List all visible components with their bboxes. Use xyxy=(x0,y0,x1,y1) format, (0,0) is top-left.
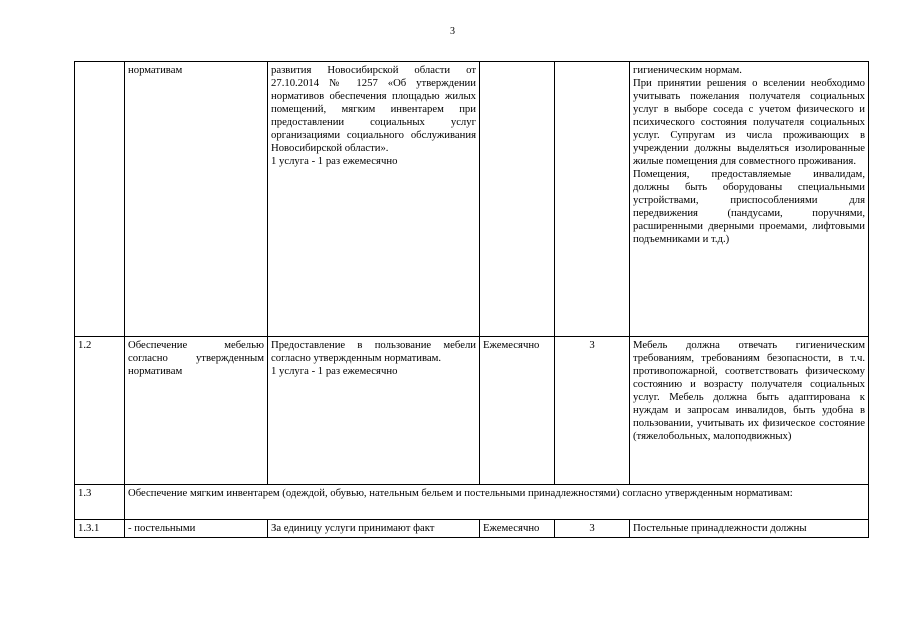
page-number: 3 xyxy=(450,26,455,37)
description-paragraph: развития Новосибирской области от 27.10.2014 № 1257 «Об утверждении нормативов обеспечения площадью жилых помещений, мягким инвентарем при предоставлении социальных услуг организациями социального обслуживания Новосибирской области». xyxy=(271,64,476,154)
service-name-cell: - постельными xyxy=(125,520,268,538)
services-table xyxy=(74,61,869,538)
description-paragraph: Предоставление в пользование мебели согласно утвержденным нормативам. xyxy=(271,339,476,364)
period-cell: Ежемесячно xyxy=(480,520,555,538)
quality-paragraph: гигиеническим нормам. xyxy=(633,64,742,76)
quality-cell xyxy=(630,520,869,538)
service-description-cell xyxy=(268,62,480,337)
quality-paragraph: При принятии решения о вселении необходимо учитывать пожелания получателя социальных услуг в выборе соседа с учетом физического и психического состояния получателя социальных услуг. Супругам из числа проживающих в учреждении должны выделяться изолированные жилые помещения для совместного проживания. xyxy=(633,77,865,167)
table-row xyxy=(75,62,869,337)
service-description-cell xyxy=(268,337,480,485)
description-paragraph: 1 услуга - 1 раз ежемесячно xyxy=(271,155,398,167)
description-paragraph: 1 услуга - 1 раз ежемесячно xyxy=(271,365,398,377)
volume-cell: 3 xyxy=(555,520,630,538)
row-number-cell: 1.2 xyxy=(75,337,125,485)
period-cell xyxy=(480,62,555,337)
quality-paragraph: Помещения, предоставляемые инвалидам, должны быть оборудованы специальными устройствами, приспособлениями для передвижения (пандусами, поручнями, расширенными дверными проемами, лифтовыми подъемниками и т.д.) xyxy=(633,168,865,245)
table-row xyxy=(75,337,869,485)
merged-service-cell: Обеспечение мягким инвентарем (одеждой, обувью, нательным бельем и постельными принадлежностями) согласно утвержденным нормативам: xyxy=(125,485,869,520)
service-name-cell: нормативам xyxy=(125,62,268,337)
description-paragraph: За единицу услуги принимают факт xyxy=(271,522,435,534)
table-row xyxy=(75,520,869,538)
service-name-cell: Обеспечение мебелью согласно утвержденным нормативам xyxy=(125,337,268,485)
quality-cell xyxy=(630,337,869,485)
row-number-cell: 1.3 xyxy=(75,485,125,520)
quality-cell xyxy=(630,62,869,337)
quality-paragraph: Постельные принадлежности должны xyxy=(633,522,807,534)
table-row xyxy=(75,485,869,520)
row-number-cell xyxy=(75,62,125,337)
row-number-cell: 1.3.1 xyxy=(75,520,125,538)
volume-cell xyxy=(555,62,630,337)
period-cell: Ежемесячно xyxy=(480,337,555,485)
volume-cell: 3 xyxy=(555,337,630,485)
quality-paragraph: Мебель должна отвечать гигиеническим требованиям, требованиям безопасности, в т.ч. противопожарной, соответствовать физическому состоянию и возрасту получателя социальных услуг. Мебель должна быть адаптирована к нуждам и запросам инвалидов, быть удобна в пользовании, учитывать их физическое состояние (тяжелобольных, малоподвижных) xyxy=(633,339,865,442)
service-description-cell xyxy=(268,520,480,538)
